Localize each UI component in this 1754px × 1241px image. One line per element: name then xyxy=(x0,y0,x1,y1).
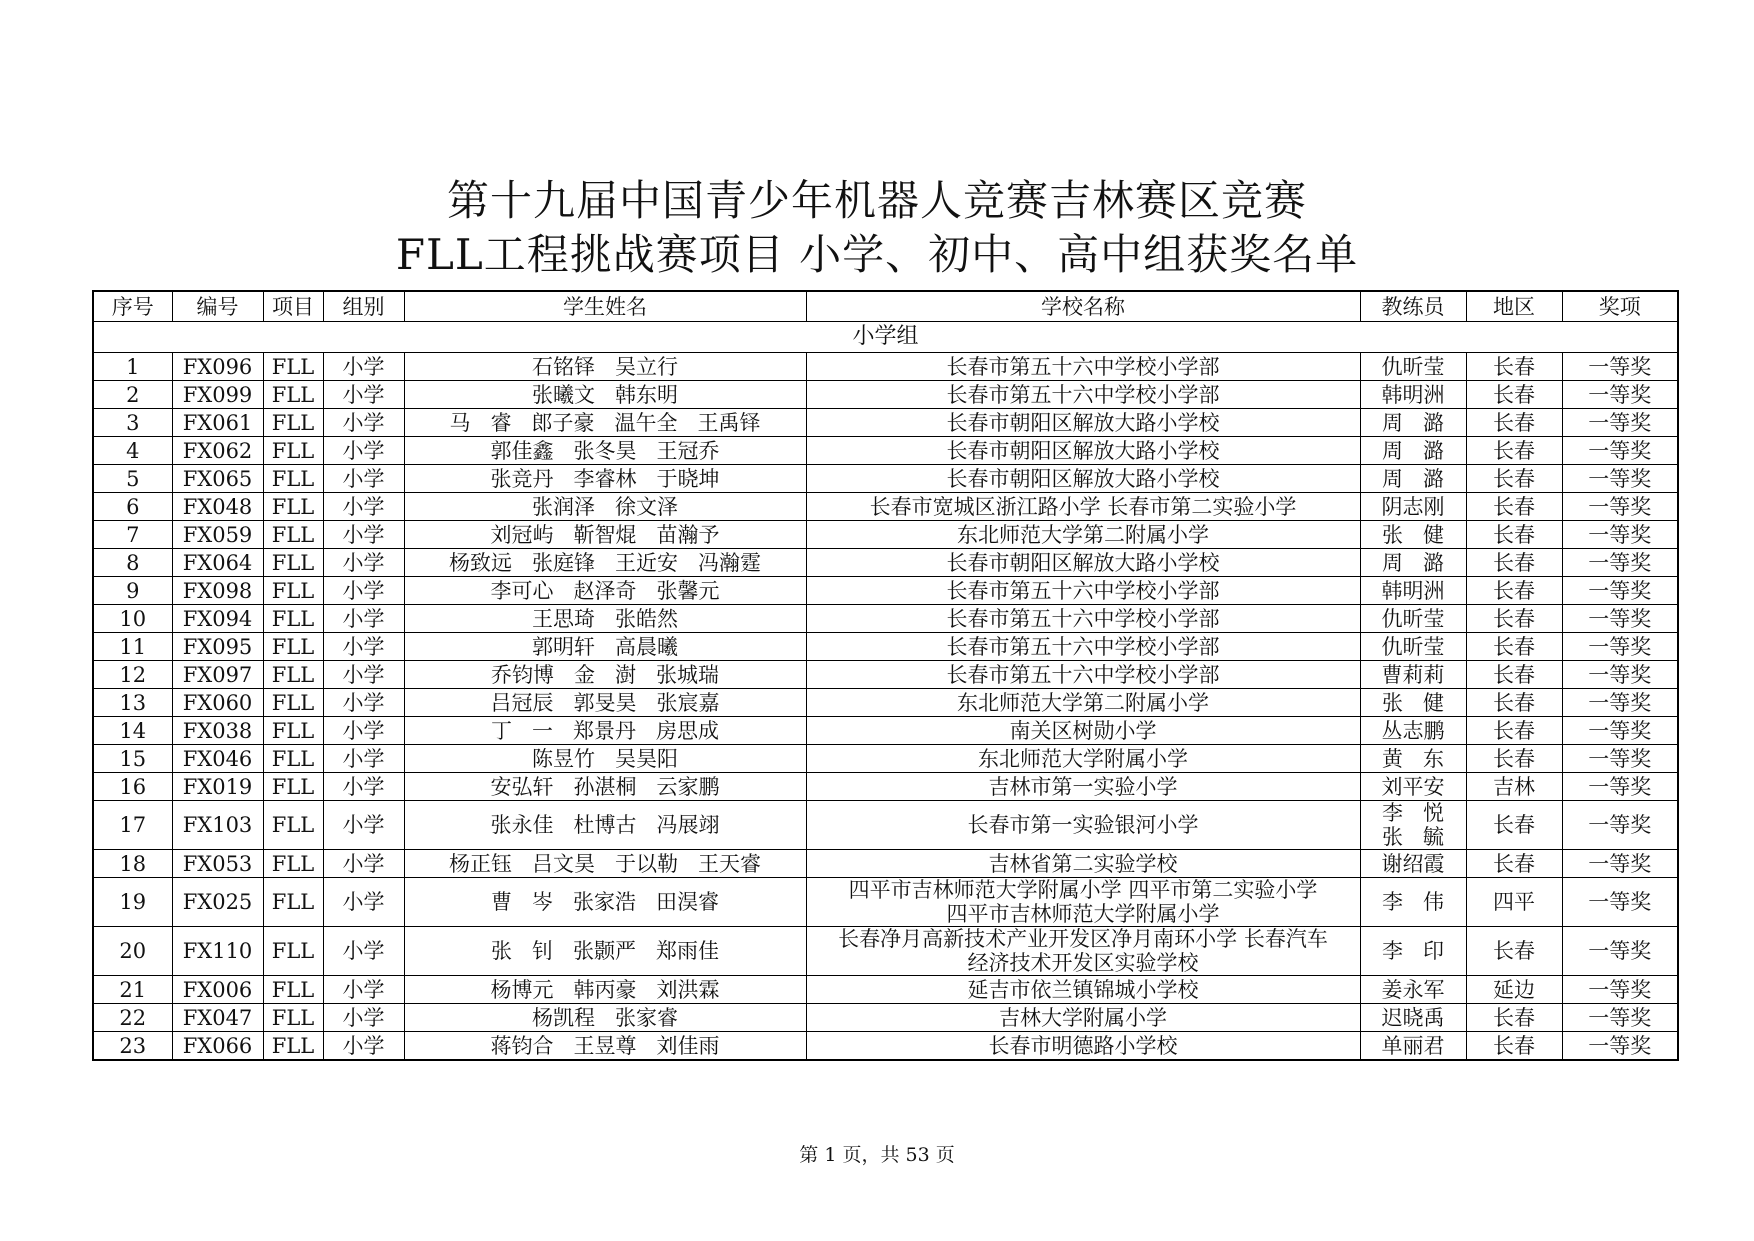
cell-names: 吕冠辰 郭旻昊 张宸嘉 xyxy=(404,689,806,717)
cell-region: 长春 xyxy=(1466,927,1562,976)
group-label: 小学组 xyxy=(93,322,1678,353)
cell-award: 一等奖 xyxy=(1562,689,1678,717)
cell-no: 14 xyxy=(93,717,172,745)
table-row xyxy=(93,521,1678,549)
cell-id: FX064 xyxy=(172,549,263,577)
table-row xyxy=(93,605,1678,633)
cell-names: 张润泽 徐文泽 xyxy=(404,493,806,521)
cell-project: FLL xyxy=(263,850,323,878)
cell-award: 一等奖 xyxy=(1562,577,1678,605)
header-cell-group: 组别 xyxy=(323,291,404,322)
cell-id: FX046 xyxy=(172,745,263,773)
cell-award: 一等奖 xyxy=(1562,605,1678,633)
table-row xyxy=(93,927,1678,976)
cell-id: FX094 xyxy=(172,605,263,633)
cell-id: FX099 xyxy=(172,381,263,409)
table-row xyxy=(93,1032,1678,1061)
cell-award: 一等奖 xyxy=(1562,850,1678,878)
cell-coach: 张 健 xyxy=(1360,689,1466,717)
cell-school: 长春市明德路小学校 xyxy=(806,1032,1360,1061)
cell-project: FLL xyxy=(263,465,323,493)
table-row xyxy=(93,717,1678,745)
cell-project: FLL xyxy=(263,976,323,1004)
cell-region: 长春 xyxy=(1466,745,1562,773)
cell-school: 吉林大学附属小学 xyxy=(806,1004,1360,1032)
cell-names: 郭明轩 高晨曦 xyxy=(404,633,806,661)
cell-names: 丁 一 郑景丹 房思成 xyxy=(404,717,806,745)
table-row xyxy=(93,381,1678,409)
table-row xyxy=(93,465,1678,493)
cell-school: 长春市第五十六中学校小学部 xyxy=(806,633,1360,661)
table-row xyxy=(93,745,1678,773)
cell-coach: 周 潞 xyxy=(1360,437,1466,465)
cell-region: 长春 xyxy=(1466,1032,1562,1061)
cell-id: FX110 xyxy=(172,927,263,976)
cell-region: 长春 xyxy=(1466,493,1562,521)
cell-coach: 阴志刚 xyxy=(1360,493,1466,521)
cell-names: 张曦文 韩东明 xyxy=(404,381,806,409)
cell-project: FLL xyxy=(263,353,323,381)
cell-id: FX038 xyxy=(172,717,263,745)
cell-names: 王思琦 张皓然 xyxy=(404,605,806,633)
cell-id: FX065 xyxy=(172,465,263,493)
cell-no: 12 xyxy=(93,661,172,689)
cell-no: 21 xyxy=(93,976,172,1004)
cell-region: 长春 xyxy=(1466,521,1562,549)
cell-no: 11 xyxy=(93,633,172,661)
cell-coach: 周 潞 xyxy=(1360,409,1466,437)
cell-award: 一等奖 xyxy=(1562,1032,1678,1061)
cell-region: 长春 xyxy=(1466,381,1562,409)
cell-id: FX062 xyxy=(172,437,263,465)
cell-coach: 韩明洲 xyxy=(1360,381,1466,409)
cell-names: 杨致远 张庭锋 王近安 冯瀚霆 xyxy=(404,549,806,577)
cell-id: FX059 xyxy=(172,521,263,549)
table-row xyxy=(93,878,1678,927)
cell-names: 李可心 赵泽奇 张馨元 xyxy=(404,577,806,605)
cell-coach: 张 健 xyxy=(1360,521,1466,549)
table-header-row xyxy=(93,291,1678,322)
cell-school: 长春市朝阳区解放大路小学校 xyxy=(806,549,1360,577)
cell-id: FX066 xyxy=(172,1032,263,1061)
cell-group: 小学 xyxy=(323,437,404,465)
cell-group: 小学 xyxy=(323,381,404,409)
cell-names: 刘冠屿 靳智焜 苗瀚予 xyxy=(404,521,806,549)
cell-coach: 李 伟 xyxy=(1360,878,1466,927)
cell-project: FLL xyxy=(263,689,323,717)
cell-award: 一等奖 xyxy=(1562,465,1678,493)
cell-award: 一等奖 xyxy=(1562,878,1678,927)
cell-school: 长春市第五十六中学校小学部 xyxy=(806,605,1360,633)
cell-no: 5 xyxy=(93,465,172,493)
cell-group: 小学 xyxy=(323,850,404,878)
cell-group: 小学 xyxy=(323,1004,404,1032)
cell-project: FLL xyxy=(263,1032,323,1061)
cell-region: 长春 xyxy=(1466,409,1562,437)
cell-id: FX019 xyxy=(172,773,263,801)
cell-coach: 李 印 xyxy=(1360,927,1466,976)
cell-project: FLL xyxy=(263,605,323,633)
cell-group: 小学 xyxy=(323,577,404,605)
table-row xyxy=(93,976,1678,1004)
cell-coach: 韩明洲 xyxy=(1360,577,1466,605)
cell-award: 一等奖 xyxy=(1562,1004,1678,1032)
header-cell-region: 地区 xyxy=(1466,291,1562,322)
cell-school: 长春市朝阳区解放大路小学校 xyxy=(806,409,1360,437)
cell-award: 一等奖 xyxy=(1562,493,1678,521)
cell-id: FX096 xyxy=(172,353,263,381)
cell-id: FX098 xyxy=(172,577,263,605)
page-footer: 第 1 页，共 53 页 xyxy=(799,1144,955,1166)
cell-award: 一等奖 xyxy=(1562,927,1678,976)
table-row xyxy=(93,633,1678,661)
cell-award: 一等奖 xyxy=(1562,353,1678,381)
cell-no: 16 xyxy=(93,773,172,801)
cell-school: 长春市第五十六中学校小学部 xyxy=(806,353,1360,381)
cell-id: FX103 xyxy=(172,801,263,850)
cell-project: FLL xyxy=(263,521,323,549)
cell-school: 长春市第五十六中学校小学部 xyxy=(806,577,1360,605)
cell-no: 7 xyxy=(93,521,172,549)
cell-school: 东北师范大学附属小学 xyxy=(806,745,1360,773)
header-cell-school: 学校名称 xyxy=(806,291,1360,322)
cell-coach: 迟晓禹 xyxy=(1360,1004,1466,1032)
cell-group: 小学 xyxy=(323,661,404,689)
cell-no: 4 xyxy=(93,437,172,465)
cell-region: 长春 xyxy=(1466,437,1562,465)
cell-project: FLL xyxy=(263,801,323,850)
cell-region: 长春 xyxy=(1466,1004,1562,1032)
cell-coach: 刘平安 xyxy=(1360,773,1466,801)
cell-group: 小学 xyxy=(323,745,404,773)
header-cell-students: 学生姓名 xyxy=(404,291,806,322)
cell-award: 一等奖 xyxy=(1562,976,1678,1004)
cell-school: 长春市第五十六中学校小学部 xyxy=(806,661,1360,689)
document-title-line1: 第十九届中国青少年机器人竞赛吉林赛区竞赛 xyxy=(446,176,1307,225)
cell-school: 长春市朝阳区解放大路小学校 xyxy=(806,437,1360,465)
cell-region: 长春 xyxy=(1466,717,1562,745)
cell-project: FLL xyxy=(263,878,323,927)
table-row xyxy=(93,353,1678,381)
table-row xyxy=(93,437,1678,465)
cell-school: 东北师范大学第二附属小学 xyxy=(806,689,1360,717)
cell-names: 张竞丹 李睿林 于晓坤 xyxy=(404,465,806,493)
cell-no: 22 xyxy=(93,1004,172,1032)
table-row xyxy=(93,801,1678,850)
cell-region: 长春 xyxy=(1466,353,1562,381)
header-cell-award: 奖项 xyxy=(1562,291,1678,322)
cell-school: 长春市第五十六中学校小学部 xyxy=(806,381,1360,409)
cell-school: 长春市宽城区浙江路小学 长春市第二实验小学 xyxy=(806,493,1360,521)
cell-names: 蒋钧合 王昱尊 刘佳雨 xyxy=(404,1032,806,1061)
cell-names: 杨正钰 吕文昊 于以勒 王天睿 xyxy=(404,850,806,878)
cell-project: FLL xyxy=(263,661,323,689)
cell-project: FLL xyxy=(263,717,323,745)
cell-project: FLL xyxy=(263,1004,323,1032)
cell-no: 10 xyxy=(93,605,172,633)
cell-group: 小学 xyxy=(323,409,404,437)
cell-region: 长春 xyxy=(1466,801,1562,850)
cell-school: 南关区树勋小学 xyxy=(806,717,1360,745)
cell-names: 郭佳鑫 张冬昊 王冠乔 xyxy=(404,437,806,465)
cell-names: 石铭铎 吴立行 xyxy=(404,353,806,381)
cell-group: 小学 xyxy=(323,1032,404,1061)
cell-group: 小学 xyxy=(323,633,404,661)
cell-id: FX060 xyxy=(172,689,263,717)
cell-group: 小学 xyxy=(323,773,404,801)
award-table xyxy=(92,290,1679,1061)
table-row xyxy=(93,577,1678,605)
cell-no: 8 xyxy=(93,549,172,577)
table-row xyxy=(93,493,1678,521)
cell-no: 20 xyxy=(93,927,172,976)
cell-region: 长春 xyxy=(1466,549,1562,577)
cell-project: FLL xyxy=(263,577,323,605)
cell-award: 一等奖 xyxy=(1562,773,1678,801)
cell-id: FX095 xyxy=(172,633,263,661)
cell-school: 吉林省第二实验学校 xyxy=(806,850,1360,878)
table-row xyxy=(93,549,1678,577)
cell-project: FLL xyxy=(263,381,323,409)
cell-names: 安弘轩 孙湛桐 云家鹏 xyxy=(404,773,806,801)
cell-names: 张 钊 张颢严 郑雨佳 xyxy=(404,927,806,976)
table-row xyxy=(93,409,1678,437)
cell-names: 张永佳 杜博古 冯展翊 xyxy=(404,801,806,850)
cell-award: 一等奖 xyxy=(1562,437,1678,465)
cell-no: 18 xyxy=(93,850,172,878)
cell-project: FLL xyxy=(263,549,323,577)
cell-award: 一等奖 xyxy=(1562,661,1678,689)
cell-no: 17 xyxy=(93,801,172,850)
cell-names: 陈昱竹 吴昊阳 xyxy=(404,745,806,773)
cell-id: FX053 xyxy=(172,850,263,878)
cell-group: 小学 xyxy=(323,801,404,850)
cell-names: 曹 岑 张家浩 田淏睿 xyxy=(404,878,806,927)
cell-coach: 李 悦 张 毓 xyxy=(1360,801,1466,850)
cell-region: 长春 xyxy=(1466,605,1562,633)
cell-coach: 周 潞 xyxy=(1360,549,1466,577)
cell-region: 吉林 xyxy=(1466,773,1562,801)
cell-coach: 仇昕莹 xyxy=(1360,633,1466,661)
cell-no: 13 xyxy=(93,689,172,717)
cell-coach: 单丽君 xyxy=(1360,1032,1466,1061)
cell-coach: 仇昕莹 xyxy=(1360,605,1466,633)
cell-project: FLL xyxy=(263,409,323,437)
cell-id: FX097 xyxy=(172,661,263,689)
cell-project: FLL xyxy=(263,745,323,773)
cell-region: 长春 xyxy=(1466,465,1562,493)
cell-group: 小学 xyxy=(323,976,404,1004)
cell-school: 长春净月高新技术产业开发区净月南环小学 长春汽车 经济技术开发区实验学校 xyxy=(806,927,1360,976)
cell-project: FLL xyxy=(263,493,323,521)
header-cell-coach: 教练员 xyxy=(1360,291,1466,322)
cell-no: 15 xyxy=(93,745,172,773)
cell-no: 3 xyxy=(93,409,172,437)
cell-id: FX047 xyxy=(172,1004,263,1032)
cell-id: FX006 xyxy=(172,976,263,1004)
cell-region: 长春 xyxy=(1466,850,1562,878)
cell-no: 23 xyxy=(93,1032,172,1061)
cell-project: FLL xyxy=(263,437,323,465)
cell-names: 杨博元 韩丙豪 刘洪霖 xyxy=(404,976,806,1004)
cell-group: 小学 xyxy=(323,927,404,976)
cell-coach: 姜永军 xyxy=(1360,976,1466,1004)
cell-project: FLL xyxy=(263,773,323,801)
header-cell-no: 序号 xyxy=(93,291,172,322)
cell-group: 小学 xyxy=(323,878,404,927)
cell-no: 2 xyxy=(93,381,172,409)
cell-region: 四平 xyxy=(1466,878,1562,927)
cell-award: 一等奖 xyxy=(1562,521,1678,549)
cell-award: 一等奖 xyxy=(1562,745,1678,773)
cell-coach: 黄 东 xyxy=(1360,745,1466,773)
header-cell-project: 项目 xyxy=(263,291,323,322)
cell-school: 长春市朝阳区解放大路小学校 xyxy=(806,465,1360,493)
cell-award: 一等奖 xyxy=(1562,717,1678,745)
cell-region: 长春 xyxy=(1466,633,1562,661)
cell-award: 一等奖 xyxy=(1562,409,1678,437)
cell-school: 长春市第一实验银河小学 xyxy=(806,801,1360,850)
cell-names: 乔钧博 金 澍 张城瑞 xyxy=(404,661,806,689)
cell-school: 四平市吉林师范大学附属小学 四平市第二实验小学 四平市吉林师范大学附属小学 xyxy=(806,878,1360,927)
cell-coach: 谢绍霞 xyxy=(1360,850,1466,878)
cell-award: 一等奖 xyxy=(1562,549,1678,577)
cell-school: 延吉市依兰镇锦城小学校 xyxy=(806,976,1360,1004)
cell-award: 一等奖 xyxy=(1562,633,1678,661)
header-cell-id: 编号 xyxy=(172,291,263,322)
group-row xyxy=(93,322,1678,353)
cell-group: 小学 xyxy=(323,465,404,493)
cell-region: 延边 xyxy=(1466,976,1562,1004)
cell-region: 长春 xyxy=(1466,661,1562,689)
cell-school: 吉林市第一实验小学 xyxy=(806,773,1360,801)
cell-group: 小学 xyxy=(323,521,404,549)
cell-school: 东北师范大学第二附属小学 xyxy=(806,521,1360,549)
table-row xyxy=(93,689,1678,717)
cell-no: 1 xyxy=(93,353,172,381)
cell-award: 一等奖 xyxy=(1562,381,1678,409)
cell-region: 长春 xyxy=(1466,577,1562,605)
cell-id: FX048 xyxy=(172,493,263,521)
cell-project: FLL xyxy=(263,927,323,976)
cell-coach: 丛志鹏 xyxy=(1360,717,1466,745)
cell-group: 小学 xyxy=(323,353,404,381)
cell-no: 19 xyxy=(93,878,172,927)
table-row xyxy=(93,773,1678,801)
cell-region: 长春 xyxy=(1466,689,1562,717)
cell-group: 小学 xyxy=(323,493,404,521)
cell-no: 9 xyxy=(93,577,172,605)
table-row xyxy=(93,850,1678,878)
cell-award: 一等奖 xyxy=(1562,801,1678,850)
cell-coach: 曹莉莉 xyxy=(1360,661,1466,689)
cell-group: 小学 xyxy=(323,605,404,633)
cell-id: FX061 xyxy=(172,409,263,437)
cell-group: 小学 xyxy=(323,717,404,745)
cell-group: 小学 xyxy=(323,549,404,577)
table-row xyxy=(93,661,1678,689)
cell-project: FLL xyxy=(263,633,323,661)
cell-no: 6 xyxy=(93,493,172,521)
cell-coach: 仇昕莹 xyxy=(1360,353,1466,381)
cell-group: 小学 xyxy=(323,689,404,717)
cell-id: FX025 xyxy=(172,878,263,927)
cell-names: 马 睿 郎子豪 温午全 王禹铎 xyxy=(404,409,806,437)
cell-names: 杨凯程 张家睿 xyxy=(404,1004,806,1032)
cell-coach: 周 潞 xyxy=(1360,465,1466,493)
document-title-line2: FLL工程挑战赛项目 小学、初中、高中组获奖名单 xyxy=(395,230,1359,279)
table-row xyxy=(93,1004,1678,1032)
